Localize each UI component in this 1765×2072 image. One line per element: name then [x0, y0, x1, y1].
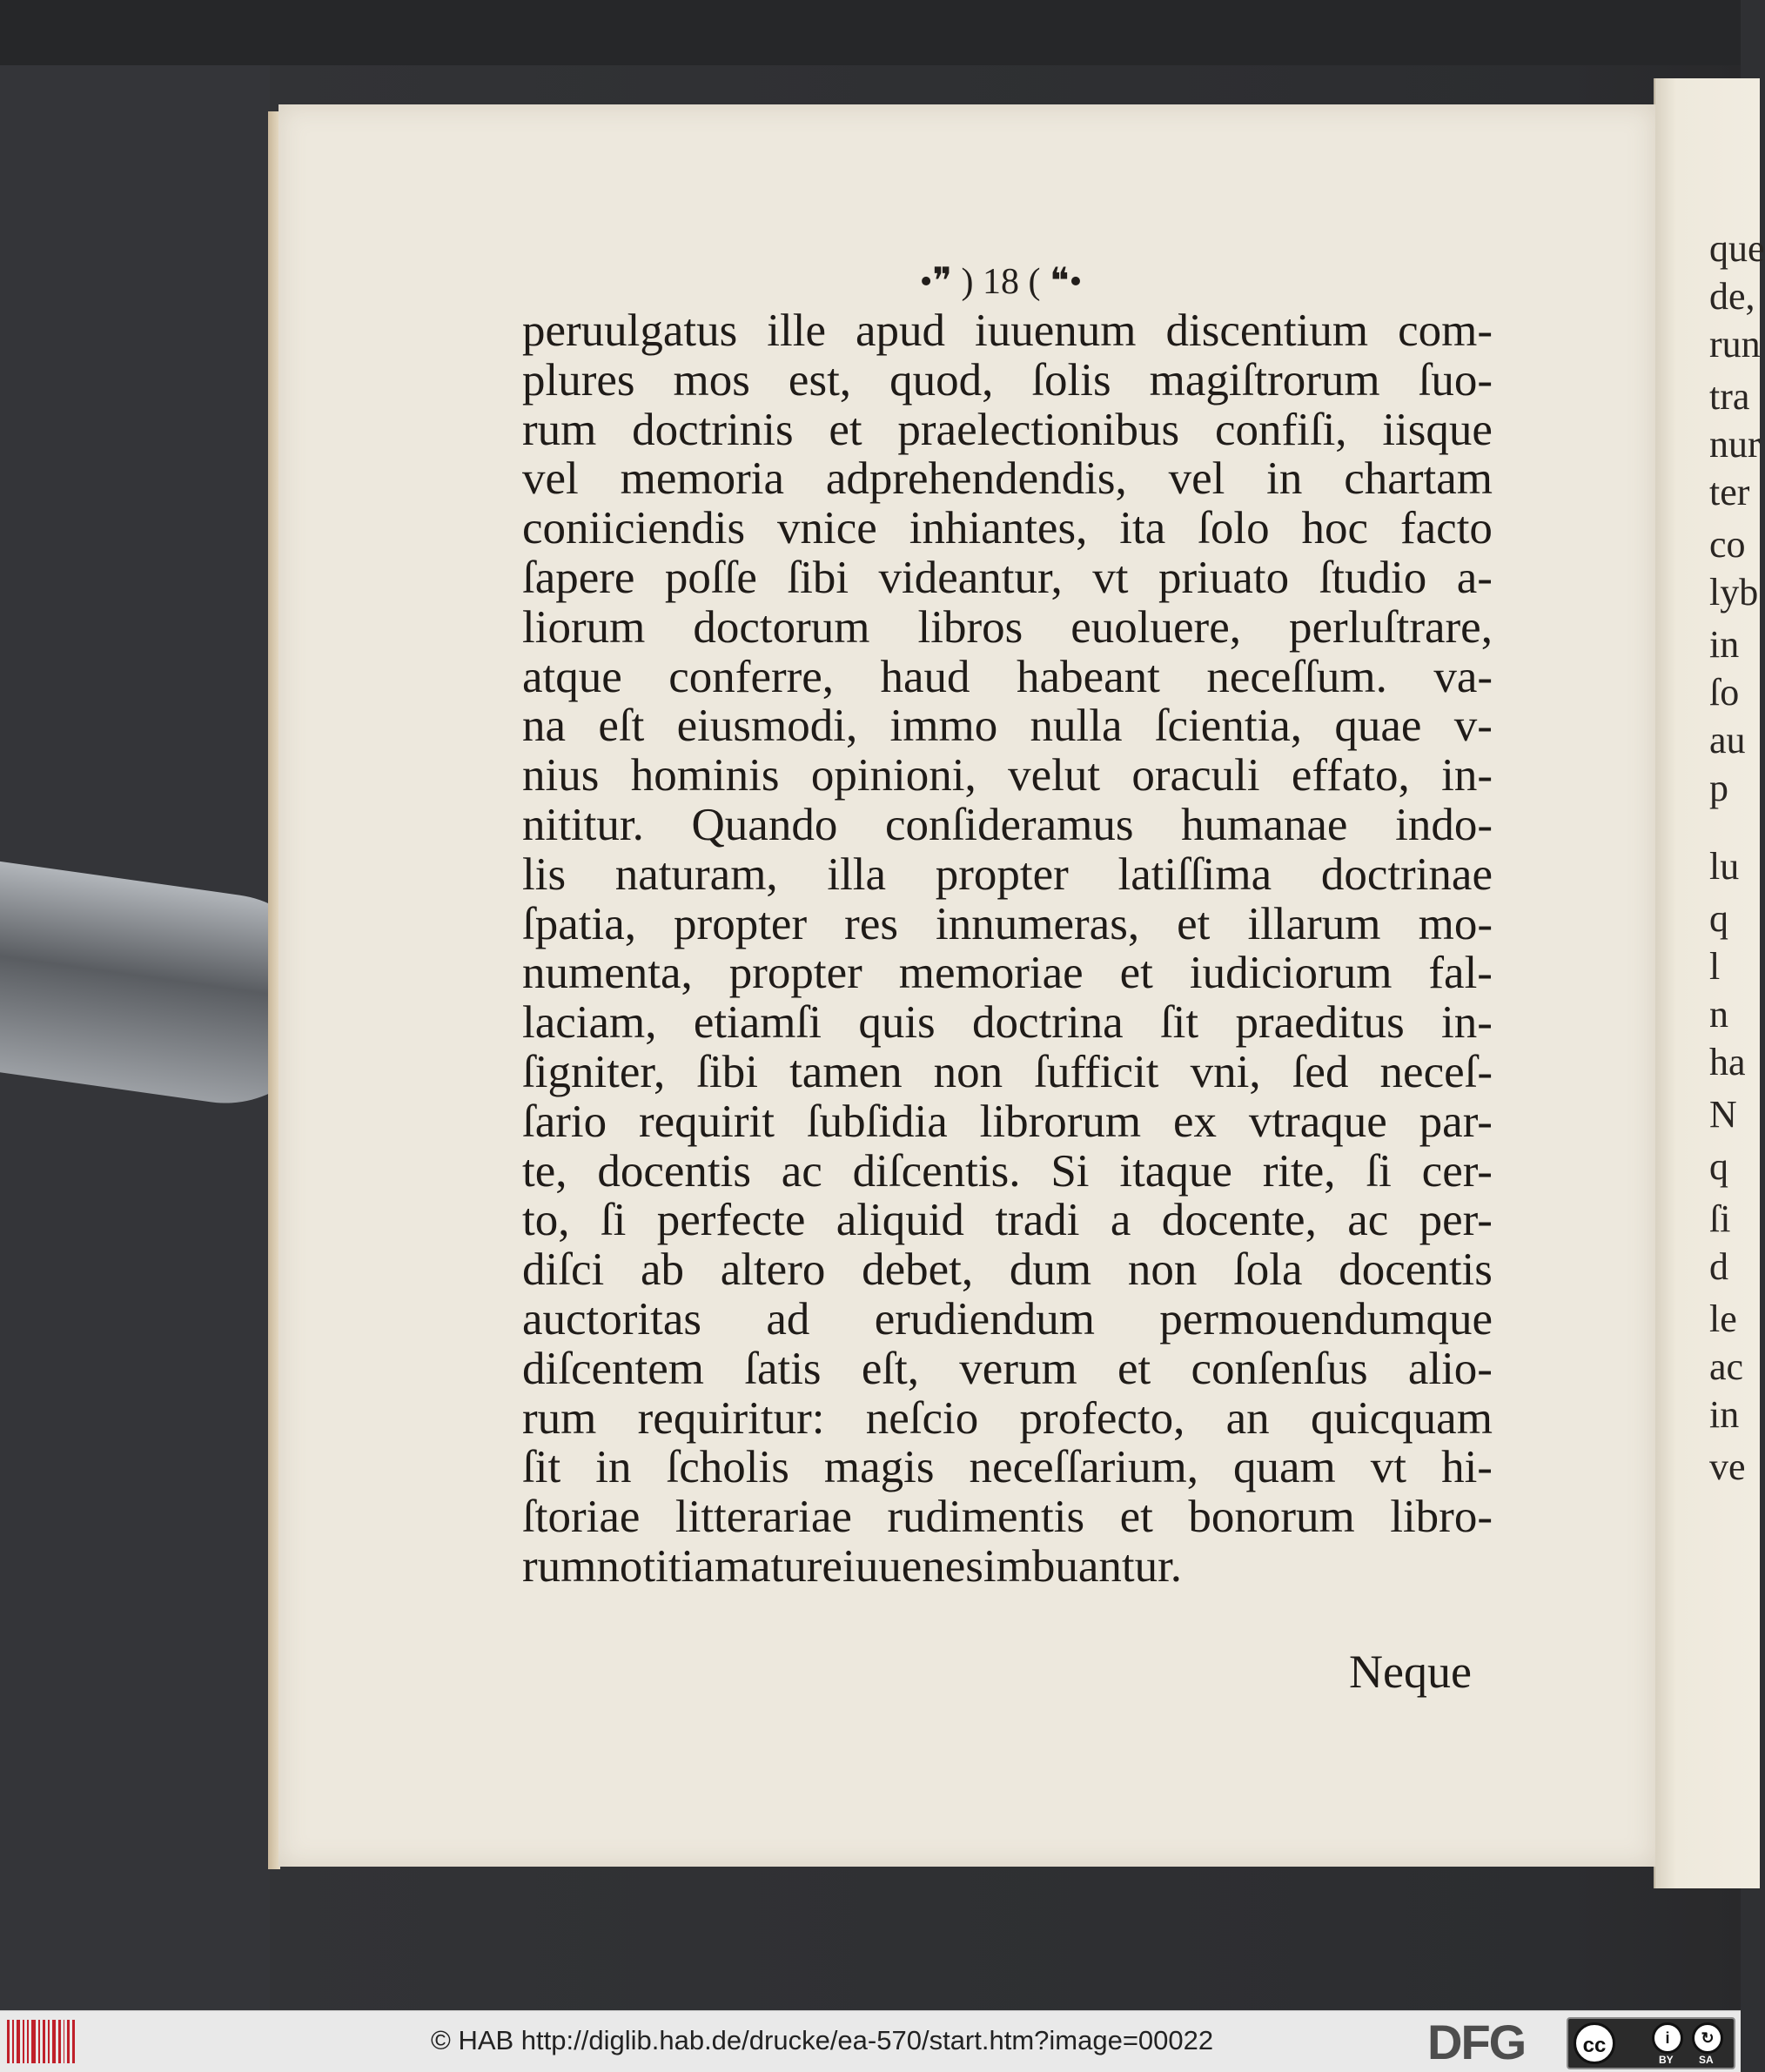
word: effato, — [1291, 750, 1410, 801]
word: quod, — [889, 354, 994, 406]
word: com- — [1398, 305, 1493, 356]
facing-page-fragment: n — [1709, 993, 1728, 1036]
background-band — [0, 0, 1741, 65]
word: propter — [935, 848, 1069, 900]
word: eſt — [598, 701, 645, 752]
word: to, — [522, 1195, 570, 1246]
word: praelectionibus — [897, 404, 1180, 455]
word: ſola — [1233, 1244, 1303, 1296]
facing-page-fragment: tra — [1709, 375, 1750, 418]
word: etiamſi — [693, 997, 822, 1049]
facing-page-fragment: le — [1709, 1298, 1737, 1340]
word: numenta, — [522, 948, 693, 999]
word: neceſſarium, — [969, 1442, 1198, 1493]
word: velut — [1008, 750, 1101, 801]
word: neceſſum. — [1206, 651, 1387, 702]
word: propter — [728, 948, 862, 999]
word: rum — [522, 1392, 597, 1444]
word: ſapere — [522, 552, 635, 603]
word: ſibi — [787, 552, 849, 603]
word: coniiciendis — [522, 503, 746, 554]
facing-page-fragment: l — [1709, 945, 1721, 988]
word: habeant — [1017, 651, 1160, 702]
word: rum — [522, 404, 597, 455]
word: illarum — [1247, 898, 1381, 949]
word: ac — [781, 1145, 822, 1197]
word: doctrinis — [632, 404, 794, 455]
word: in — [595, 1442, 632, 1493]
footer-bar — [0, 2010, 1741, 2072]
word: ſtudio — [1319, 552, 1427, 603]
word: perfecte — [656, 1195, 806, 1246]
running-head: •❞ ) 18 ( ❝• — [919, 262, 1083, 302]
word: hoc — [1301, 503, 1369, 554]
word: neceſ- — [1379, 1046, 1493, 1097]
word: docente, — [1161, 1195, 1317, 1246]
text-line — [522, 949, 1493, 998]
word: et — [829, 404, 862, 455]
text-line — [522, 653, 1493, 702]
word: diſcentem — [522, 1343, 704, 1394]
word: ac — [1347, 1195, 1389, 1246]
word: adprehendendis, — [825, 453, 1127, 505]
facing-page-fragment: co — [1709, 523, 1746, 566]
word: te, — [522, 1145, 567, 1197]
word: magis — [823, 1442, 935, 1493]
text-line — [522, 553, 1493, 603]
word: ab — [640, 1244, 684, 1296]
text-line — [522, 1097, 1493, 1147]
text-line — [522, 454, 1493, 504]
word: auctoritas — [522, 1293, 702, 1344]
word: facto — [1400, 503, 1493, 554]
body-text — [522, 306, 1493, 1592]
text-line — [522, 406, 1493, 455]
word: inhiantes, — [909, 503, 1088, 554]
text-line — [522, 900, 1493, 949]
word: ſtoriae — [522, 1492, 641, 1543]
text-line — [522, 998, 1493, 1048]
word: ſcholis — [666, 1442, 789, 1493]
cc-license-badge[interactable] — [1567, 2017, 1735, 2069]
word: fal- — [1428, 948, 1493, 999]
sa-label: SA — [1699, 2054, 1714, 2066]
word: iisque — [1382, 404, 1493, 455]
text-line — [522, 306, 1493, 356]
word: iudiciorum — [1189, 948, 1393, 999]
word: ſi — [1366, 1145, 1392, 1197]
word: nititur. — [522, 799, 644, 850]
word: ſuo- — [1418, 354, 1493, 406]
word: et — [1119, 948, 1153, 999]
text-line — [522, 801, 1493, 850]
word: par- — [1419, 1096, 1493, 1147]
word: requiritur: — [637, 1392, 825, 1444]
word: apud — [855, 305, 946, 356]
word: vni, — [1190, 1046, 1261, 1097]
word: docentis — [1339, 1244, 1493, 1296]
facing-page-fragment: ter — [1709, 471, 1750, 513]
word: rum — [522, 1540, 597, 1592]
word: hi- — [1441, 1442, 1493, 1493]
word: humanae — [1181, 799, 1348, 850]
word: quae — [1334, 701, 1422, 752]
word: ſufficit — [1034, 1046, 1159, 1097]
word: ad — [766, 1293, 810, 1344]
text-line — [522, 1542, 1493, 1592]
word: libro- — [1390, 1492, 1493, 1543]
word: tamen — [789, 1046, 903, 1097]
facing-page-fragment: ha — [1709, 1041, 1746, 1083]
text-line — [522, 850, 1493, 900]
word: atque — [522, 651, 622, 702]
word: propter — [674, 898, 808, 949]
facing-page-fragment: lyb — [1709, 571, 1759, 614]
facing-page-fragment: d — [1709, 1245, 1728, 1288]
word: ita — [1119, 503, 1166, 554]
word: eiusmodi, — [676, 701, 858, 752]
cc-icon: cc — [1574, 2022, 1615, 2064]
catchword: Neque — [1349, 1646, 1472, 1698]
word: a — [1110, 1195, 1131, 1246]
word: ſed — [1292, 1046, 1349, 1097]
word: opinioni, — [810, 750, 976, 801]
word: discentium — [1165, 305, 1369, 356]
word: per- — [1419, 1195, 1493, 1246]
word: perluſtrare, — [1289, 601, 1493, 653]
word: in- — [1441, 750, 1493, 801]
word: vt — [1092, 552, 1129, 603]
word: conſenſus — [1191, 1343, 1368, 1394]
word: quicquam — [1310, 1392, 1493, 1444]
by-icon: i — [1652, 2022, 1683, 2054]
word: mo- — [1418, 898, 1493, 949]
text-line — [522, 1295, 1493, 1344]
word: verum — [959, 1343, 1077, 1394]
word: Si — [1050, 1145, 1090, 1197]
word: in- — [1441, 997, 1493, 1049]
word: cer- — [1421, 1145, 1493, 1197]
word: vel — [1168, 453, 1225, 505]
facing-page-fragment: ac — [1709, 1345, 1744, 1388]
word: magiſtrorum — [1149, 354, 1380, 406]
word: rudimentis — [887, 1492, 1085, 1543]
word: librorum — [979, 1096, 1142, 1147]
word: indo- — [1395, 799, 1493, 850]
word: nius — [522, 750, 600, 801]
word: videantur, — [878, 552, 1063, 603]
word: et — [1117, 1343, 1151, 1394]
word: mos — [673, 354, 750, 406]
word: immo — [889, 701, 998, 752]
word: ſpatia, — [522, 898, 636, 949]
word: memoria — [620, 453, 784, 505]
text-line — [522, 504, 1493, 553]
word: chartam — [1344, 453, 1493, 505]
word: doctorum — [693, 601, 870, 653]
sa-icon: ↻ — [1692, 2022, 1723, 2054]
word: laciam, — [522, 997, 657, 1049]
facing-page-fragment: N — [1709, 1093, 1737, 1136]
word: doctrinae — [1320, 848, 1493, 900]
word: haud — [880, 651, 970, 702]
word: ſit — [1159, 997, 1199, 1049]
word: et — [1177, 898, 1211, 949]
word: latiſſima — [1117, 848, 1272, 900]
text-line — [522, 1443, 1493, 1492]
text-line — [522, 1196, 1493, 1245]
word: illa — [827, 848, 887, 900]
word: ſigniter, — [522, 1046, 666, 1097]
word: naturam, — [614, 848, 778, 900]
word: iuuenum — [975, 305, 1137, 356]
word: libros — [917, 601, 1023, 653]
word: oraculi — [1131, 750, 1260, 801]
word: ſario — [522, 1096, 607, 1147]
text-line — [522, 1492, 1493, 1542]
word: doctrina — [971, 997, 1124, 1049]
facing-page-fragment: que — [1709, 227, 1765, 270]
word: eſt, — [861, 1343, 920, 1394]
word: peruulgatus — [522, 305, 738, 356]
word: requirit — [638, 1096, 775, 1147]
text-line — [522, 1394, 1493, 1444]
word: ſubſidia — [806, 1096, 948, 1147]
word: lis — [522, 848, 567, 900]
word: neſcio — [865, 1392, 979, 1444]
word: v- — [1453, 701, 1493, 752]
facing-page-fragment: ve — [1709, 1445, 1746, 1488]
word: ſolis — [1031, 354, 1111, 406]
word: ſi — [600, 1195, 627, 1246]
word: liorum — [522, 601, 646, 653]
word: poſſe — [664, 552, 757, 603]
word: non — [1127, 1244, 1198, 1296]
word: res — [844, 898, 898, 949]
word: profecto, — [1019, 1392, 1185, 1444]
word: erudiendum — [874, 1293, 1095, 1344]
facing-page-fragment: lu — [1709, 845, 1740, 888]
word: ex — [1172, 1096, 1218, 1147]
word: ſatis — [744, 1343, 822, 1394]
word: tradi — [995, 1195, 1080, 1246]
word: ſibi — [696, 1046, 758, 1097]
word: innumeras, — [936, 898, 1140, 949]
facing-page-fragment: au — [1709, 719, 1746, 761]
text-line — [522, 603, 1493, 653]
word: memoriae — [898, 948, 1084, 999]
text-line — [522, 356, 1493, 406]
word: quis — [858, 997, 936, 1049]
word: vtraque — [1248, 1096, 1387, 1147]
word: hominis — [630, 750, 780, 801]
facing-page-fragment: nur — [1709, 423, 1761, 466]
word: diſci — [522, 1244, 605, 1296]
copyright-link[interactable]: © HAB http://diglib.hab.de/drucke/ea-570/start.htm?image=00022 — [431, 2025, 1214, 2055]
word: vel — [522, 453, 579, 505]
word: conſideramus — [884, 799, 1134, 850]
word: vt — [1370, 1442, 1407, 1493]
word: alio- — [1407, 1343, 1493, 1394]
word: rite, — [1262, 1145, 1336, 1197]
facing-page-fragment: p — [1709, 767, 1728, 809]
word: iuuenes — [842, 1540, 983, 1592]
facing-page-fragment: de, — [1709, 275, 1755, 318]
word: praeditus — [1235, 997, 1405, 1049]
word: ſcientia, — [1154, 701, 1303, 752]
word: priuato — [1158, 552, 1290, 603]
word: diſcentis. — [852, 1145, 1021, 1197]
word: Quando — [691, 799, 838, 850]
facing-page-fragment: q — [1709, 1145, 1728, 1188]
text-line — [522, 701, 1493, 751]
dfg-logo[interactable]: DFG — [1427, 2015, 1526, 2069]
word: debet, — [862, 1244, 974, 1296]
word: confiſi, — [1214, 404, 1347, 455]
text-line — [522, 1147, 1493, 1197]
word: altero — [720, 1244, 826, 1296]
facing-page-fragment: in — [1709, 1393, 1740, 1436]
word: plures — [522, 354, 635, 406]
word: litterariae — [674, 1492, 852, 1543]
word: conferre, — [668, 651, 835, 702]
word: ſolo — [1198, 503, 1270, 554]
facing-page-fragment: in — [1709, 623, 1740, 666]
hab-barcode-logo[interactable] — [7, 2020, 75, 2063]
facing-page-fragment: ſo — [1709, 671, 1740, 714]
word: nulla — [1030, 701, 1123, 752]
word: va- — [1433, 651, 1493, 702]
word: vnice — [777, 503, 877, 554]
word: ſit — [522, 1442, 561, 1493]
text-line — [522, 1344, 1493, 1394]
word: in — [1266, 453, 1303, 505]
word: est, — [788, 354, 852, 406]
word: dum — [1009, 1244, 1092, 1296]
word: a- — [1456, 552, 1493, 603]
word: mature — [714, 1540, 842, 1592]
word: na — [522, 701, 567, 752]
by-label: BY — [1659, 2054, 1674, 2066]
word: aliquid — [836, 1195, 964, 1246]
word: bonorum — [1188, 1492, 1355, 1543]
word: imbuantur. — [983, 1540, 1183, 1592]
word: et — [1119, 1492, 1153, 1543]
facing-page — [1654, 78, 1765, 1888]
word: non — [933, 1046, 1003, 1097]
word: notitia — [596, 1540, 715, 1592]
word: an — [1225, 1392, 1270, 1444]
word: quam — [1233, 1442, 1336, 1493]
facing-page-fragment: q — [1709, 897, 1728, 940]
word: ille — [767, 305, 826, 356]
facing-page-fragment: run — [1709, 323, 1761, 365]
text-line — [522, 1245, 1493, 1295]
text-line — [522, 1048, 1493, 1097]
word: euoluere, — [1070, 601, 1241, 653]
word: permouendumque — [1159, 1293, 1493, 1344]
facing-page-fragment: ſi — [1709, 1197, 1731, 1240]
text-line — [522, 751, 1493, 801]
word: itaque — [1119, 1145, 1232, 1197]
word: docentis — [597, 1145, 751, 1197]
